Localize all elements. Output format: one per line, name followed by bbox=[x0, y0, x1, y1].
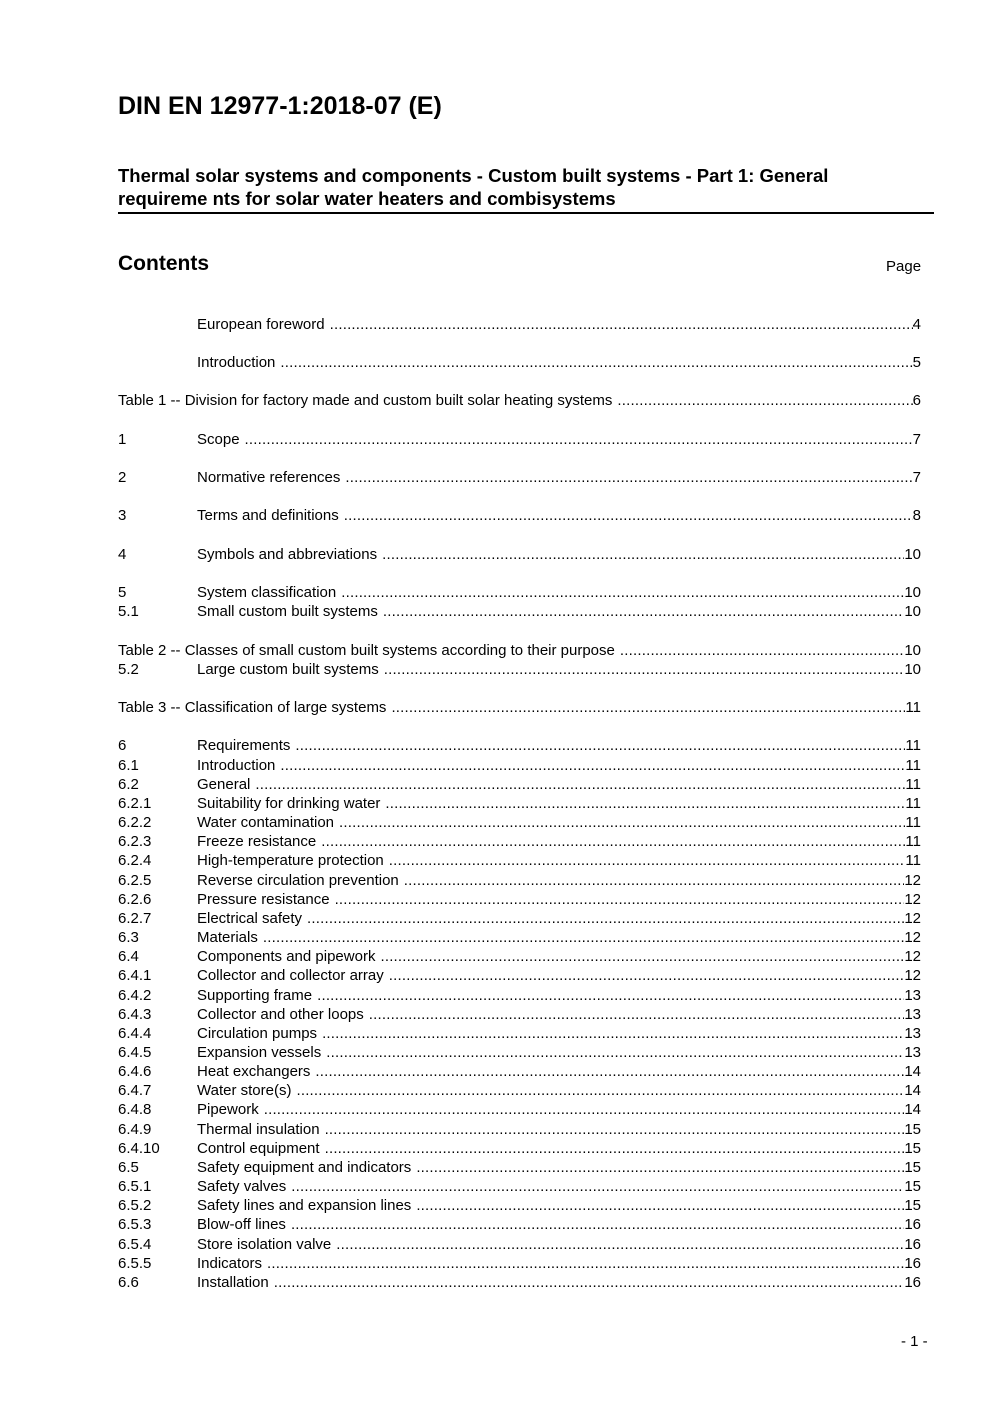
toc-leader-dots bbox=[384, 660, 905, 679]
toc-entry-page: 16 bbox=[904, 1255, 921, 1272]
toc-entry-number: 6.2.5 bbox=[118, 872, 152, 889]
toc-entry-title: Control equipment bbox=[197, 1140, 320, 1157]
toc-entry-title: Water store(s) bbox=[197, 1082, 292, 1099]
toc-entry-title: General bbox=[197, 776, 251, 793]
toc-leader-dots bbox=[341, 583, 904, 602]
toc-leader-dots bbox=[389, 966, 905, 985]
toc-entry-page: 11 bbox=[905, 776, 921, 793]
toc-entry[interactable] bbox=[118, 1062, 921, 1081]
toc-entry-page: 15 bbox=[904, 1121, 921, 1138]
toc-entry-number: 6.2.4 bbox=[118, 852, 152, 869]
toc-entry[interactable] bbox=[118, 851, 921, 870]
toc-entry-page: 12 bbox=[904, 910, 921, 927]
toc-entry-title: Thermal insulation bbox=[197, 1121, 320, 1138]
toc-leader-dots bbox=[280, 353, 912, 372]
toc-entry-number: 5.1 bbox=[118, 603, 139, 620]
toc-entry-page: 11 bbox=[905, 814, 921, 831]
toc-entry[interactable] bbox=[118, 1139, 921, 1158]
subtitle-line-2: requireme nts for solar water heaters and combisystems bbox=[118, 188, 616, 209]
toc-leader-dots bbox=[620, 641, 904, 660]
toc-entry-title: Indicators bbox=[197, 1255, 263, 1272]
toc-leader-dots bbox=[317, 986, 904, 1005]
toc-entry-number: 6 bbox=[118, 737, 127, 754]
toc-entry-title: Suitability for drinking water bbox=[197, 795, 381, 812]
toc-entry-number: 3 bbox=[118, 507, 127, 524]
toc-entry[interactable] bbox=[118, 813, 921, 832]
toc-leader-dots bbox=[345, 468, 912, 487]
toc-entry-number: 6.5.4 bbox=[118, 1236, 152, 1253]
toc-entry-title: Terms and definitions bbox=[197, 507, 339, 524]
toc-leader-dots bbox=[322, 1024, 904, 1043]
toc-entry-number: 6.4 bbox=[118, 948, 139, 965]
toc-entry-title: Collector and other loops bbox=[197, 1006, 364, 1023]
toc-leader-dots bbox=[315, 1062, 904, 1081]
toc-entry-page: 10 bbox=[904, 584, 921, 601]
toc-entry[interactable] bbox=[118, 756, 921, 775]
toc-entry-page: 11 bbox=[905, 699, 921, 716]
toc-entry-title: Table 3 -- Classification of large systems bbox=[118, 699, 387, 716]
toc-leader-dots bbox=[389, 851, 906, 870]
toc-entry-title: Freeze resistance bbox=[197, 833, 317, 850]
toc-entry-page: 11 bbox=[905, 757, 921, 774]
toc-entry[interactable] bbox=[118, 353, 921, 372]
toc-entry-page: 7 bbox=[912, 469, 921, 486]
toc-entry-number: 6.2.2 bbox=[118, 814, 152, 831]
toc-entry[interactable] bbox=[118, 947, 921, 966]
toc-entry-page: 10 bbox=[904, 661, 921, 678]
toc-entry-page: 13 bbox=[904, 1025, 921, 1042]
toc-entry-title: Materials bbox=[197, 929, 258, 946]
toc-leader-dots bbox=[391, 698, 905, 717]
toc-leader-dots bbox=[280, 756, 905, 775]
toc-entry-title: Symbols and abbreviations bbox=[197, 546, 378, 563]
toc-leader-dots bbox=[291, 1177, 904, 1196]
toc-entry-page: 12 bbox=[904, 872, 921, 889]
toc-entry-number: 6.4.8 bbox=[118, 1101, 152, 1118]
toc-entry[interactable] bbox=[118, 430, 921, 449]
toc-leader-dots bbox=[380, 947, 904, 966]
document-id: DIN EN 12977-1:2018-07 (E) bbox=[118, 92, 442, 120]
toc-entry-number: 6.5.3 bbox=[118, 1216, 152, 1233]
toc-leader-dots bbox=[245, 430, 913, 449]
toc-entry[interactable] bbox=[118, 1254, 921, 1273]
toc-entry-title: Collector and collector array bbox=[197, 967, 384, 984]
toc-entry[interactable] bbox=[118, 1024, 921, 1043]
toc-entry-page: 7 bbox=[912, 431, 921, 448]
toc-leader-dots bbox=[255, 775, 905, 794]
toc-entry-title: Table 1 -- Division for factory made and custom built solar heating systems bbox=[118, 392, 613, 409]
toc-entry-title: Table 2 -- Classes of small custom built systems according to their purpose bbox=[118, 642, 615, 659]
toc-leader-dots bbox=[369, 1005, 905, 1024]
toc-entry[interactable] bbox=[118, 583, 921, 602]
toc-entry-number: 6.5.2 bbox=[118, 1197, 152, 1214]
toc-entry[interactable] bbox=[118, 1196, 921, 1215]
footer-page-number: - 1 - bbox=[901, 1333, 928, 1350]
toc-entry-title: Reverse circulation prevention bbox=[197, 872, 399, 889]
page-column-label: Page bbox=[886, 258, 922, 275]
toc-entry[interactable] bbox=[118, 1100, 921, 1119]
toc-entry[interactable] bbox=[118, 986, 921, 1005]
toc-entry-number: 6.5 bbox=[118, 1159, 139, 1176]
toc-leader-dots bbox=[307, 909, 904, 928]
toc-entry[interactable] bbox=[118, 1215, 921, 1234]
subtitle-line-1: Thermal solar systems and components - Custom built systems - Part 1: General bbox=[118, 165, 829, 186]
toc-entry[interactable] bbox=[118, 1120, 921, 1139]
toc-leader-dots bbox=[263, 928, 904, 947]
toc-entry[interactable] bbox=[118, 832, 921, 851]
toc-entry[interactable] bbox=[118, 794, 921, 813]
toc-entry[interactable] bbox=[118, 545, 921, 564]
toc-leader-dots bbox=[325, 1139, 905, 1158]
toc-entry[interactable] bbox=[118, 1043, 921, 1062]
toc-entry-number: 6.4.3 bbox=[118, 1006, 152, 1023]
toc-leader-dots bbox=[330, 315, 913, 334]
toc-entry-title: Normative references bbox=[197, 469, 341, 486]
toc-entry[interactable] bbox=[118, 1081, 921, 1100]
toc-leader-dots bbox=[339, 813, 905, 832]
toc-entry-title: Introduction bbox=[197, 757, 276, 774]
toc-leader-dots bbox=[321, 832, 905, 851]
toc-entry-title: Large custom built systems bbox=[197, 661, 379, 678]
toc-entry-page: 12 bbox=[904, 967, 921, 984]
toc-entry-page: 12 bbox=[904, 929, 921, 946]
toc-entry-title: Water contamination bbox=[197, 814, 335, 831]
toc-leader-dots bbox=[382, 545, 904, 564]
toc-entry-number: 1 bbox=[118, 431, 127, 448]
toc-entry-page: 13 bbox=[904, 1006, 921, 1023]
toc-entry-page: 6 bbox=[912, 392, 921, 409]
toc-leader-dots bbox=[274, 1273, 905, 1292]
toc-entry[interactable] bbox=[118, 1235, 921, 1254]
toc-entry-title: Expansion vessels bbox=[197, 1044, 322, 1061]
toc-entry-title: Requirements bbox=[197, 737, 291, 754]
table-of-contents bbox=[118, 0, 921, 1403]
toc-leader-dots bbox=[383, 602, 904, 621]
toc-entry[interactable] bbox=[118, 602, 921, 621]
toc-entry-number: 6.4.1 bbox=[118, 967, 152, 984]
toc-entry-page: 11 bbox=[905, 737, 921, 754]
toc-entry-number: 6.4.5 bbox=[118, 1044, 152, 1061]
toc-entry-number: 6.4.7 bbox=[118, 1082, 152, 1099]
toc-entry[interactable] bbox=[118, 468, 921, 487]
toc-entry-number: 6.4.2 bbox=[118, 987, 152, 1004]
toc-entry-title: Installation bbox=[197, 1274, 269, 1291]
toc-entry[interactable] bbox=[118, 966, 921, 985]
toc-entry-page: 14 bbox=[904, 1101, 921, 1118]
toc-leader-dots bbox=[404, 871, 905, 890]
toc-entry-number: 6.3 bbox=[118, 929, 139, 946]
toc-entry-number: 6.6 bbox=[118, 1274, 139, 1291]
toc-entry[interactable] bbox=[118, 736, 921, 755]
toc-entry-number: 6.5.1 bbox=[118, 1178, 152, 1195]
toc-entry-title: Pipework bbox=[197, 1101, 259, 1118]
toc-entry[interactable] bbox=[118, 506, 921, 525]
toc-entry[interactable] bbox=[118, 890, 921, 909]
toc-entry[interactable] bbox=[118, 1273, 921, 1292]
toc-entry-page: 13 bbox=[904, 1044, 921, 1061]
toc-entry-title: Small custom built systems bbox=[197, 603, 378, 620]
toc-leader-dots bbox=[344, 506, 913, 525]
toc-entry-number: 6.4.6 bbox=[118, 1063, 152, 1080]
toc-entry-number: 6.5.5 bbox=[118, 1255, 152, 1272]
toc-entry[interactable] bbox=[118, 1158, 921, 1177]
toc-entry-title: Safety equipment and indicators bbox=[197, 1159, 412, 1176]
toc-leader-dots bbox=[336, 1235, 904, 1254]
toc-entry[interactable] bbox=[118, 315, 921, 334]
toc-leader-dots bbox=[291, 1215, 904, 1234]
toc-entry-number: 6.2.3 bbox=[118, 833, 152, 850]
toc-entry-number: 6.2.1 bbox=[118, 795, 152, 812]
toc-entry-title: Circulation pumps bbox=[197, 1025, 318, 1042]
toc-leader-dots bbox=[617, 391, 912, 410]
toc-entry[interactable] bbox=[118, 871, 921, 890]
toc-leader-dots bbox=[335, 890, 905, 909]
toc-entry-page: 4 bbox=[912, 316, 921, 333]
toc-leader-dots bbox=[267, 1254, 904, 1273]
toc-entry-title: Safety valves bbox=[197, 1178, 287, 1195]
toc-leader-dots bbox=[416, 1158, 904, 1177]
toc-entry[interactable] bbox=[118, 698, 921, 717]
toc-entry-title: European foreword bbox=[197, 316, 325, 333]
toc-entry[interactable] bbox=[118, 1005, 921, 1024]
toc-entry[interactable] bbox=[118, 909, 921, 928]
toc-entry-title: Store isolation valve bbox=[197, 1236, 332, 1253]
toc-leader-dots bbox=[295, 736, 905, 755]
toc-entry-page: 10 bbox=[904, 603, 921, 620]
toc-entry[interactable] bbox=[118, 775, 921, 794]
toc-entry-title: Electrical safety bbox=[197, 910, 303, 927]
toc-entry-page: 11 bbox=[905, 795, 921, 812]
toc-entry-title: Safety lines and expansion lines bbox=[197, 1197, 412, 1214]
toc-leader-dots bbox=[325, 1120, 905, 1139]
toc-entry-page: 10 bbox=[904, 546, 921, 563]
toc-entry-number: 6.4.4 bbox=[118, 1025, 152, 1042]
toc-entry-title: Introduction bbox=[197, 354, 276, 371]
toc-entry-page: 13 bbox=[904, 987, 921, 1004]
toc-entry[interactable] bbox=[118, 1177, 921, 1196]
toc-entry-page: 14 bbox=[904, 1063, 921, 1080]
toc-entry-title: Heat exchangers bbox=[197, 1063, 311, 1080]
toc-entry-page: 15 bbox=[904, 1159, 921, 1176]
toc-entry-number: 6.4.9 bbox=[118, 1121, 152, 1138]
toc-entry-page: 11 bbox=[905, 852, 921, 869]
toc-entry-page: 16 bbox=[904, 1216, 921, 1233]
contents-heading: Contents bbox=[118, 252, 209, 275]
toc-entry-page: 15 bbox=[904, 1197, 921, 1214]
toc-entry-page: 16 bbox=[904, 1236, 921, 1253]
toc-entry-page: 15 bbox=[904, 1178, 921, 1195]
toc-leader-dots bbox=[296, 1081, 904, 1100]
toc-entry-title: Pressure resistance bbox=[197, 891, 330, 908]
toc-entry-title: Supporting frame bbox=[197, 987, 313, 1004]
toc-entry-page: 12 bbox=[904, 891, 921, 908]
toc-entry-number: 6.2 bbox=[118, 776, 139, 793]
toc-entry-page: 14 bbox=[904, 1082, 921, 1099]
toc-leader-dots bbox=[416, 1196, 904, 1215]
toc-entry-title: System classification bbox=[197, 584, 337, 601]
toc-entry-number: 6.4.10 bbox=[118, 1140, 160, 1157]
toc-entry-page: 10 bbox=[904, 642, 921, 659]
toc-entry-number: 6.1 bbox=[118, 757, 139, 774]
toc-entry-number: 4 bbox=[118, 546, 127, 563]
toc-entry-page: 5 bbox=[912, 354, 921, 371]
toc-entry-number: 2 bbox=[118, 469, 127, 486]
toc-entry-title: Scope bbox=[197, 431, 240, 448]
toc-entry-title: High-temperature protection bbox=[197, 852, 384, 869]
toc-entry-page: 16 bbox=[904, 1274, 921, 1291]
toc-entry-page: 12 bbox=[904, 948, 921, 965]
toc-entry-page: 8 bbox=[912, 507, 921, 524]
toc-entry-number: 6.2.6 bbox=[118, 891, 152, 908]
toc-entry-number: 5 bbox=[118, 584, 127, 601]
toc-leader-dots bbox=[385, 794, 905, 813]
toc-entry[interactable] bbox=[118, 391, 921, 410]
toc-entry[interactable] bbox=[118, 928, 921, 947]
toc-entry-title: Components and pipework bbox=[197, 948, 376, 965]
toc-entry[interactable] bbox=[118, 660, 921, 679]
toc-entry-title: Blow-off lines bbox=[197, 1216, 286, 1233]
toc-leader-dots bbox=[264, 1100, 905, 1119]
toc-entry-page: 11 bbox=[905, 833, 921, 850]
toc-leader-dots bbox=[326, 1043, 904, 1062]
toc-entry-number: 6.2.7 bbox=[118, 910, 152, 927]
toc-entry[interactable] bbox=[118, 641, 921, 660]
toc-entry-page: 15 bbox=[904, 1140, 921, 1157]
toc-entry-number: 5.2 bbox=[118, 661, 139, 678]
